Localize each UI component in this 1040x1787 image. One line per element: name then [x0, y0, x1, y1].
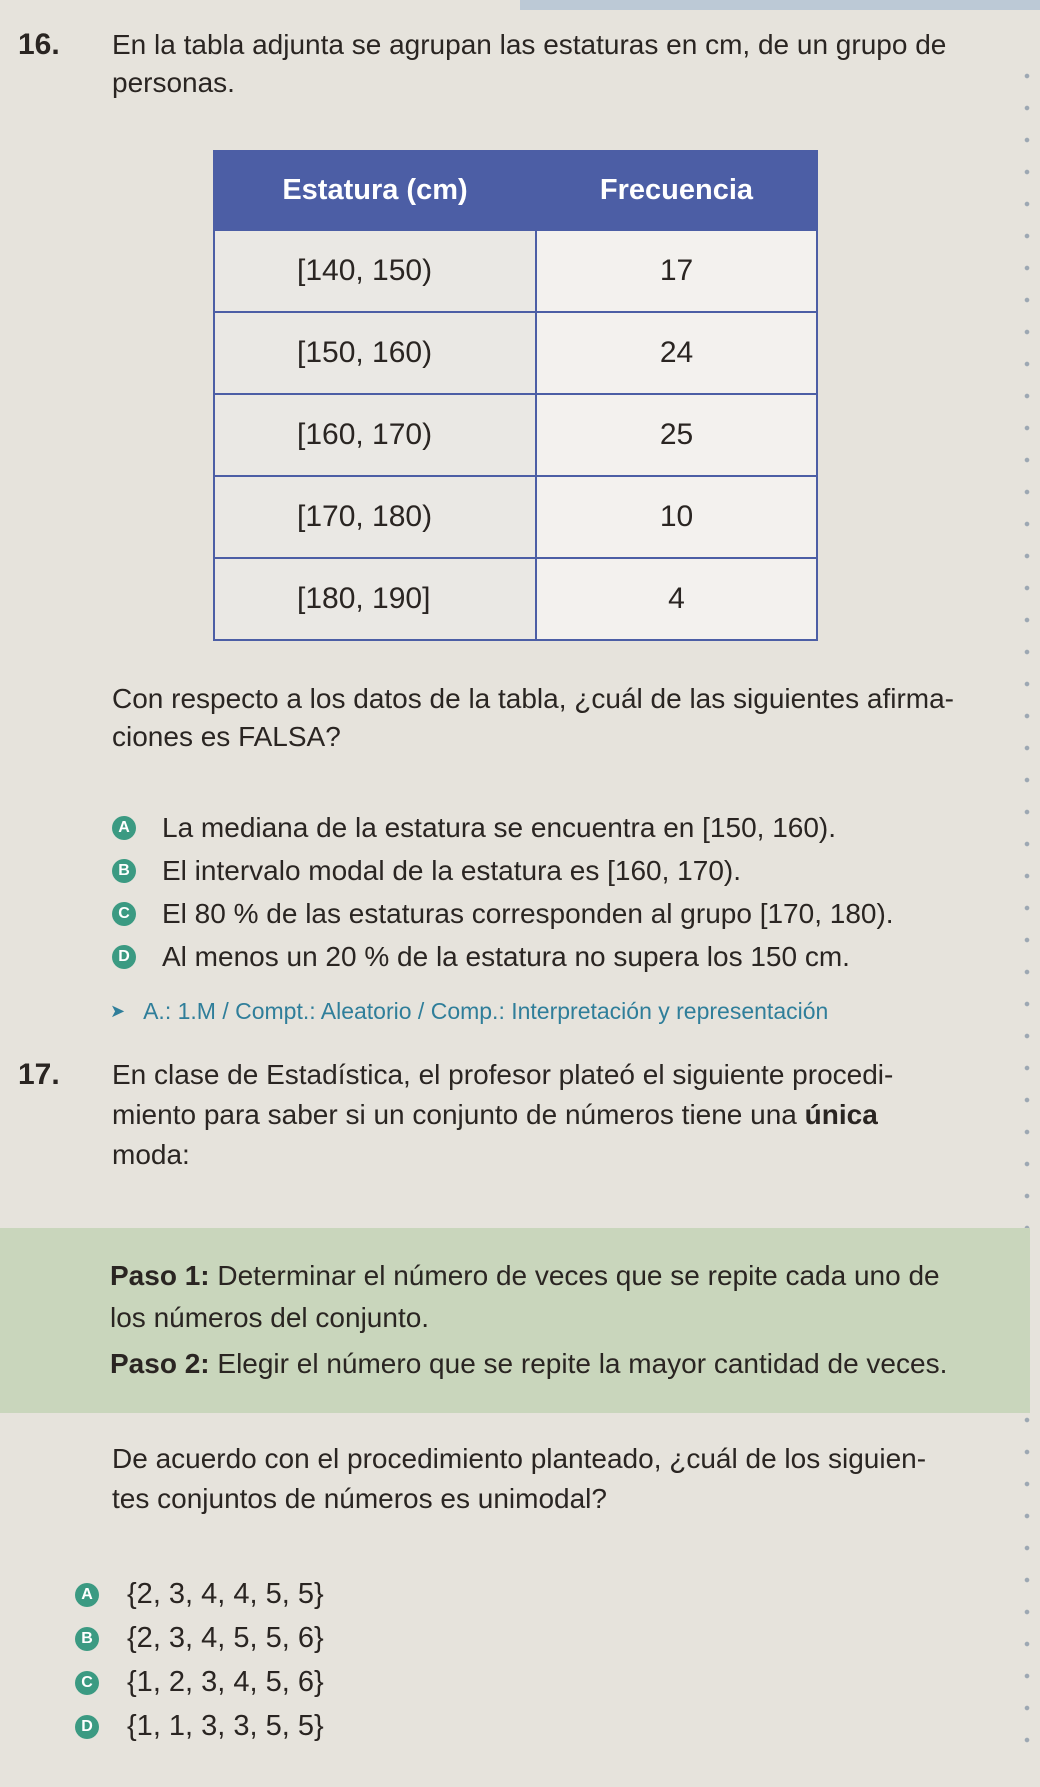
question-17-option-c[interactable]: [75, 1666, 324, 1699]
option-text: {1, 2, 3, 4, 5, 6}: [127, 1666, 324, 1698]
step-1-text: Determinar el número de veces que se repite cada uno de: [209, 1260, 940, 1291]
table-cell-interval: [160, 170): [214, 394, 536, 476]
table-header-frequency: Frecuencia: [536, 151, 817, 230]
question-17-option-d[interactable]: [75, 1710, 324, 1743]
curriculum-reference-text: A.: 1.M / Compt.: Aleatorio / Comp.: Interpretación y representación: [143, 998, 829, 1024]
option-text: {1, 1, 3, 3, 5, 5}: [127, 1710, 324, 1742]
step-1-line1: [110, 1258, 940, 1294]
question-16-option-d[interactable]: [112, 941, 850, 973]
option-letter-badge: A: [75, 1583, 99, 1607]
option-letter-badge: C: [112, 902, 136, 926]
question-16-intro-line1: En la tabla adjunta se agrupan las estaturas en cm, de un grupo de: [112, 29, 947, 60]
table-cell-interval: [140, 150): [214, 230, 536, 312]
question-17-emphasis-unica: única: [804, 1099, 878, 1130]
table-cell-frequency: 24: [536, 312, 817, 394]
chevron-right-icon: ➤: [110, 1001, 126, 1021]
option-letter-badge: D: [75, 1715, 99, 1739]
question-16-prompt-line1: Con respecto a los datos de la tabla, ¿cuál de las siguientes afirma-: [112, 683, 955, 714]
step-1-line2: los números del conjunto.: [110, 1302, 430, 1333]
top-color-strip: [520, 0, 1040, 10]
option-letter-badge: C: [75, 1671, 99, 1695]
table-row: [214, 476, 817, 558]
table-row: [214, 558, 817, 640]
table-header-row: [214, 151, 817, 230]
option-text: Al menos un 20 % de la estatura no supera los 150 cm.: [162, 941, 850, 972]
table-cell-frequency: 10: [536, 476, 817, 558]
question-16-option-c[interactable]: [112, 898, 894, 930]
question-17-prompt-line1: De acuerdo con el procedimiento planteado, ¿cuál de los siguien-: [112, 1443, 927, 1474]
height-frequency-table: [213, 150, 818, 641]
option-text: La mediana de la estatura se encuentra en [150, 160).: [162, 812, 837, 843]
table-cell-interval: [170, 180): [214, 476, 536, 558]
table-row: [214, 312, 817, 394]
question-16-prompt-line2: ciones es FALSA?: [112, 721, 341, 752]
table-cell-interval: [180, 190]: [214, 558, 536, 640]
step-2-line: [110, 1346, 947, 1382]
question-17-option-a[interactable]: [75, 1578, 324, 1611]
option-letter-badge: D: [112, 945, 136, 969]
question-16-intro-line2: personas.: [112, 67, 235, 98]
option-text: El 80 % de las estaturas corresponden al grupo [170, 180).: [162, 898, 894, 929]
question-17-intro-line2: [112, 1096, 878, 1134]
question-17-intro-line2-text: miento para saber si un conjunto de números tiene una: [112, 1099, 805, 1130]
option-text: El intervalo modal de la estatura es [160, 170).: [162, 855, 742, 886]
question-17-option-b[interactable]: [75, 1622, 324, 1655]
question-17-intro-line1: En clase de Estadística, el profesor plateó el siguiente procedi-: [112, 1059, 894, 1090]
table-row: [214, 230, 817, 312]
table-cell-frequency: 25: [536, 394, 817, 476]
option-letter-badge: B: [112, 859, 136, 883]
option-text: {2, 3, 4, 4, 5, 5}: [127, 1578, 324, 1610]
table-row: [214, 394, 817, 476]
question-17-intro-line3: moda:: [112, 1139, 190, 1170]
option-letter-badge: B: [75, 1627, 99, 1651]
table-cell-frequency: 17: [536, 230, 817, 312]
option-letter-badge: A: [112, 816, 136, 840]
question-17-number: 17.: [18, 1058, 60, 1091]
table-cell-frequency: 4: [536, 558, 817, 640]
question-16-option-a[interactable]: [112, 812, 836, 844]
step-2-label: Paso 2:: [110, 1348, 210, 1379]
table-header-height: Estatura (cm): [214, 151, 536, 230]
curriculum-reference: [110, 998, 828, 1025]
margin-dot-pattern: [1020, 60, 1034, 1760]
question-17-prompt-line2: tes conjuntos de números es unimodal?: [112, 1483, 607, 1514]
step-1-label: Paso 1:: [110, 1260, 210, 1291]
option-text: {2, 3, 4, 5, 5, 6}: [127, 1622, 324, 1654]
question-16-option-b[interactable]: [112, 855, 741, 887]
table-cell-interval: [150, 160): [214, 312, 536, 394]
question-16-number: 16.: [18, 28, 60, 61]
step-2-text: Elegir el número que se repite la mayor cantidad de veces.: [209, 1348, 948, 1379]
